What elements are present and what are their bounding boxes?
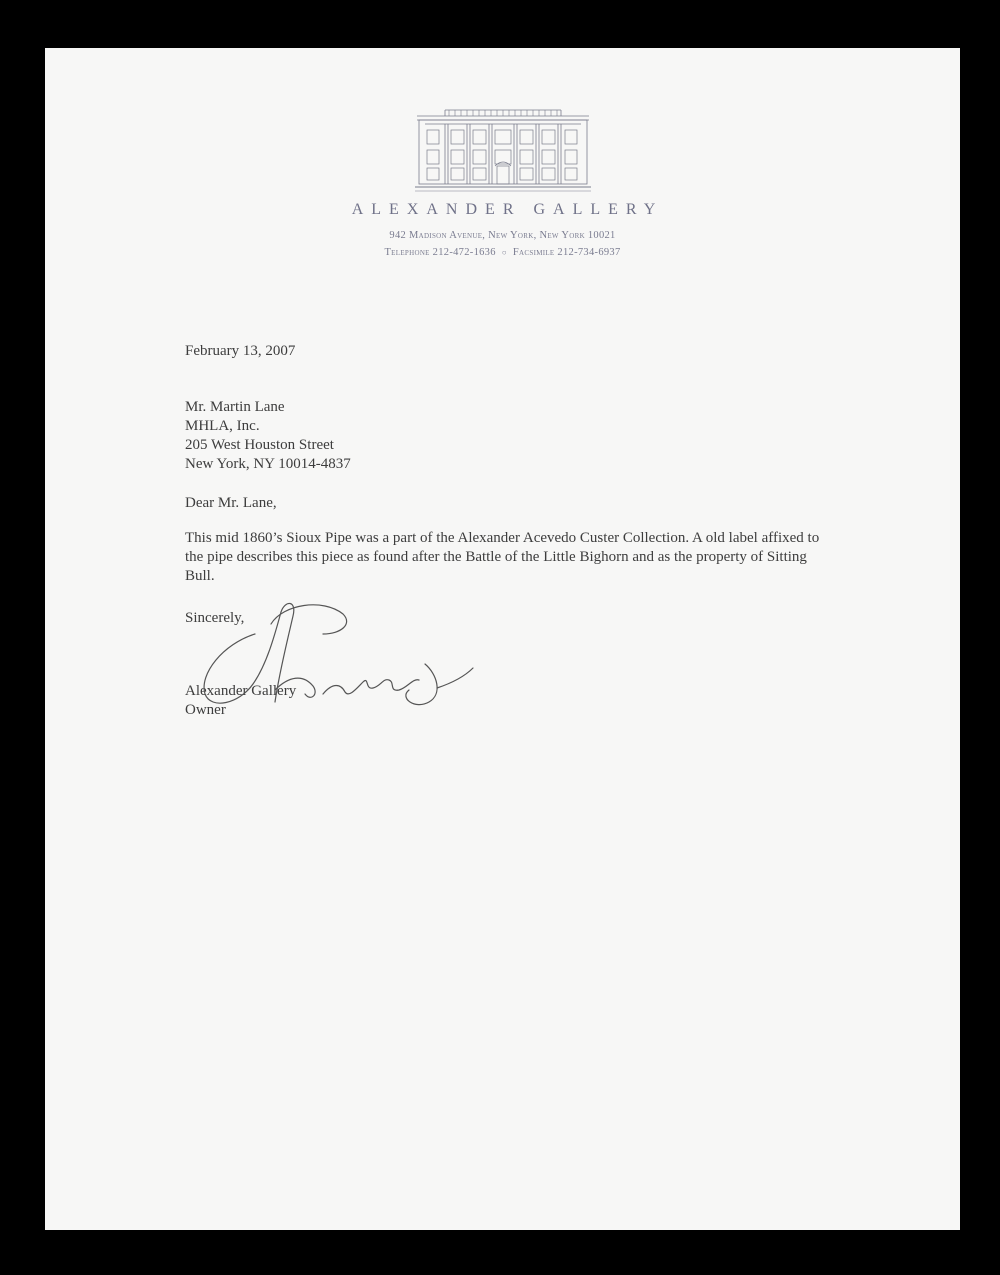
gallery-facsimile: Facsimile 212-734-6937 bbox=[512, 247, 621, 258]
letter-body: This mid 1860’s Sioux Pipe was a part of the Alexander Acevedo Custer Collection. A old label affixed to the pipe describes this piece as found after the Battle of the Little Bighorn and as the property of Sitting Bull. bbox=[185, 530, 820, 584]
salutation: Dear Mr. Lane, bbox=[185, 495, 277, 511]
recipient-street: 205 West Houston Street bbox=[185, 437, 334, 453]
recipient-city: New York, NY 10014-4837 bbox=[185, 456, 351, 472]
gallery-address: 942 Madison Avenue, New York, New York 10021 bbox=[389, 230, 616, 241]
gallery-building-icon bbox=[415, 102, 591, 192]
signer-name: Alexander Gallery bbox=[185, 683, 297, 699]
handwritten-signature-icon bbox=[193, 594, 483, 714]
letter-page bbox=[45, 48, 960, 1230]
gallery-phone-fax bbox=[45, 247, 960, 258]
recipient-company: MHLA, Inc. bbox=[185, 418, 260, 434]
gallery-name: ALEXANDER GALLERY bbox=[351, 201, 664, 218]
signer-title: Owner bbox=[185, 702, 226, 718]
separator-icon: ○ bbox=[501, 248, 507, 257]
recipient-name: Mr. Martin Lane bbox=[185, 399, 285, 415]
letter-date: February 13, 2007 bbox=[185, 343, 296, 359]
closing: Sincerely, bbox=[185, 610, 245, 626]
gallery-telephone: Telephone 212-472-1636 bbox=[384, 247, 496, 258]
recipient-block bbox=[185, 398, 351, 474]
